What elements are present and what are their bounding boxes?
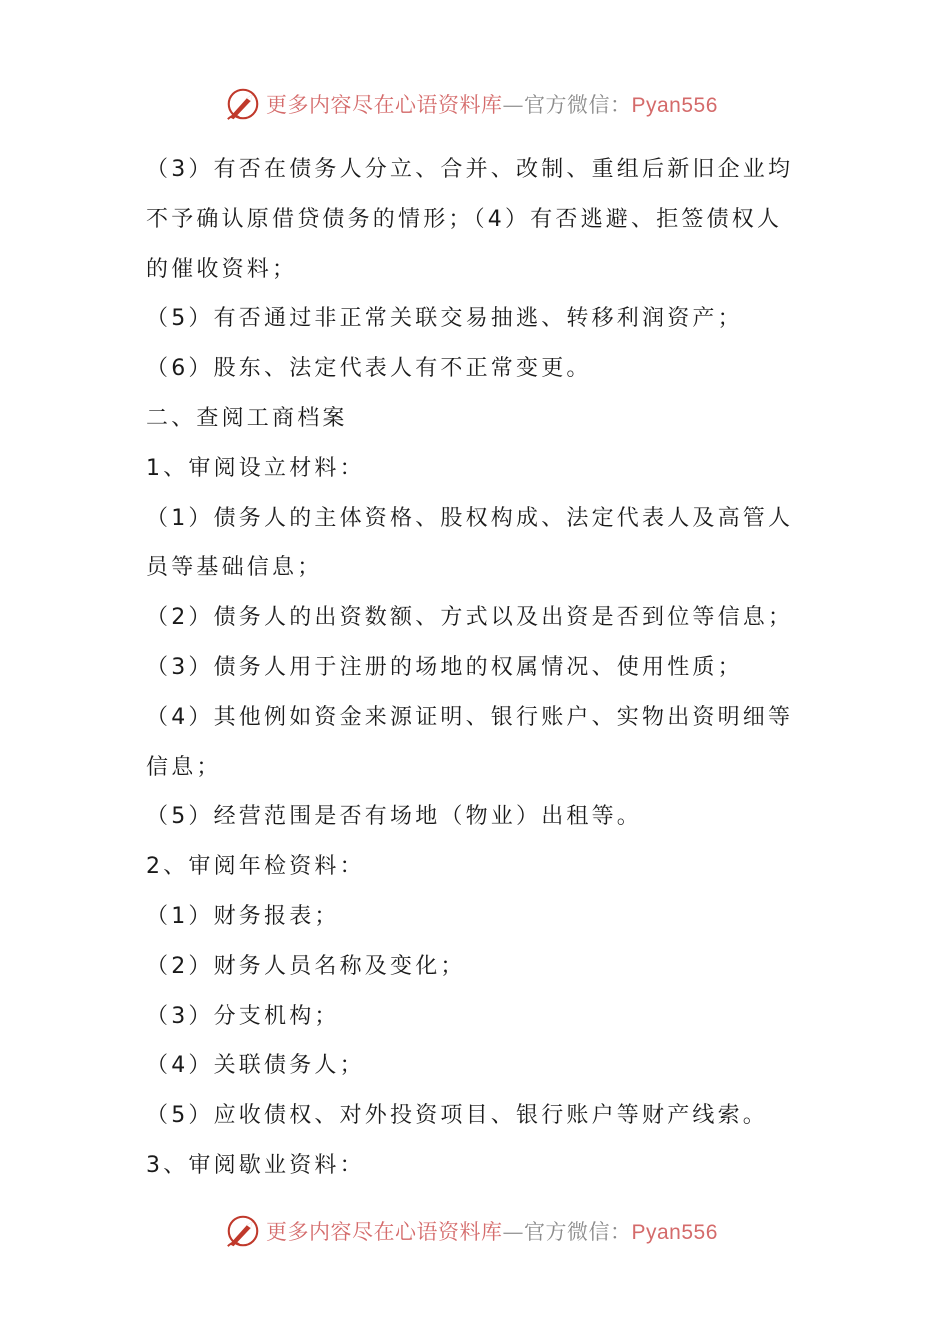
pen-nib-logo-icon <box>224 1212 262 1250</box>
body-line: （3）分支机构； <box>146 1003 340 1029</box>
footer-dash: — <box>502 1220 524 1244</box>
body-line: （2）债务人的出资数额、方式以及出资是否到位等信息； <box>146 605 794 631</box>
body-line: （3）有否在债务人分立、合并、改制、重组后新旧企业均 <box>146 157 794 182</box>
header-brand: 更多内容尽在心语资料库 <box>266 93 503 117</box>
subsection-heading: 2、审阅年检资料： <box>146 854 365 880</box>
footer-brand: 更多内容尽在心语资料库 <box>266 1220 503 1244</box>
pen-nib-logo-icon <box>224 85 262 123</box>
footer-banner-text <box>266 1216 718 1246</box>
body-line: （6）股东、法定代表人有不正常变更。 <box>146 356 592 382</box>
body-line: （1）债务人的主体资格、股权构成、法定代表人及高管人 <box>146 505 794 531</box>
subsection-heading: 3、审阅歇业资料： <box>146 1152 365 1178</box>
body-line: （5）有否通过非正常关联交易抽逃、转移利润资产； <box>146 306 743 332</box>
header-banner-text <box>266 89 718 119</box>
footer-banner <box>224 1211 744 1251</box>
header-banner <box>224 84 744 124</box>
subsection-heading: 1、审阅设立材料： <box>146 455 365 481</box>
body-line: 的催收资料； <box>146 256 298 282</box>
body-line: （5）应收债权、对外投资项目、银行账户等财产线索。 <box>146 1103 768 1129</box>
body-line: （5）经营范围是否有场地（物业）出租等。 <box>146 804 642 830</box>
body-line: 信息； <box>146 754 222 780</box>
body-line: （1）财务报表； <box>146 903 340 929</box>
body-line: 不予确认原借贷债务的情形；（4）有否逃避、拒签债权人 <box>146 206 783 232</box>
body-line: （2）财务人员名称及变化； <box>146 953 466 979</box>
header-wechat-label: 官方微信： <box>524 93 632 117</box>
footer-wechat-label: 官方微信： <box>524 1220 632 1244</box>
body-content <box>146 145 816 1191</box>
header-wechat-handle: Pyan556 <box>631 94 718 117</box>
header-dash: — <box>502 93 524 117</box>
body-line: （4）其他例如资金来源证明、银行账户、实物出资明细等 <box>146 704 794 730</box>
body-line: （3）债务人用于注册的场地的权属情况、使用性质； <box>146 654 743 680</box>
body-line: （4）关联债务人； <box>146 1053 365 1079</box>
body-line: 员等基础信息； <box>146 555 323 581</box>
section-heading: 二、查阅工商档案 <box>146 405 348 431</box>
footer-wechat-handle: Pyan556 <box>631 1221 718 1244</box>
